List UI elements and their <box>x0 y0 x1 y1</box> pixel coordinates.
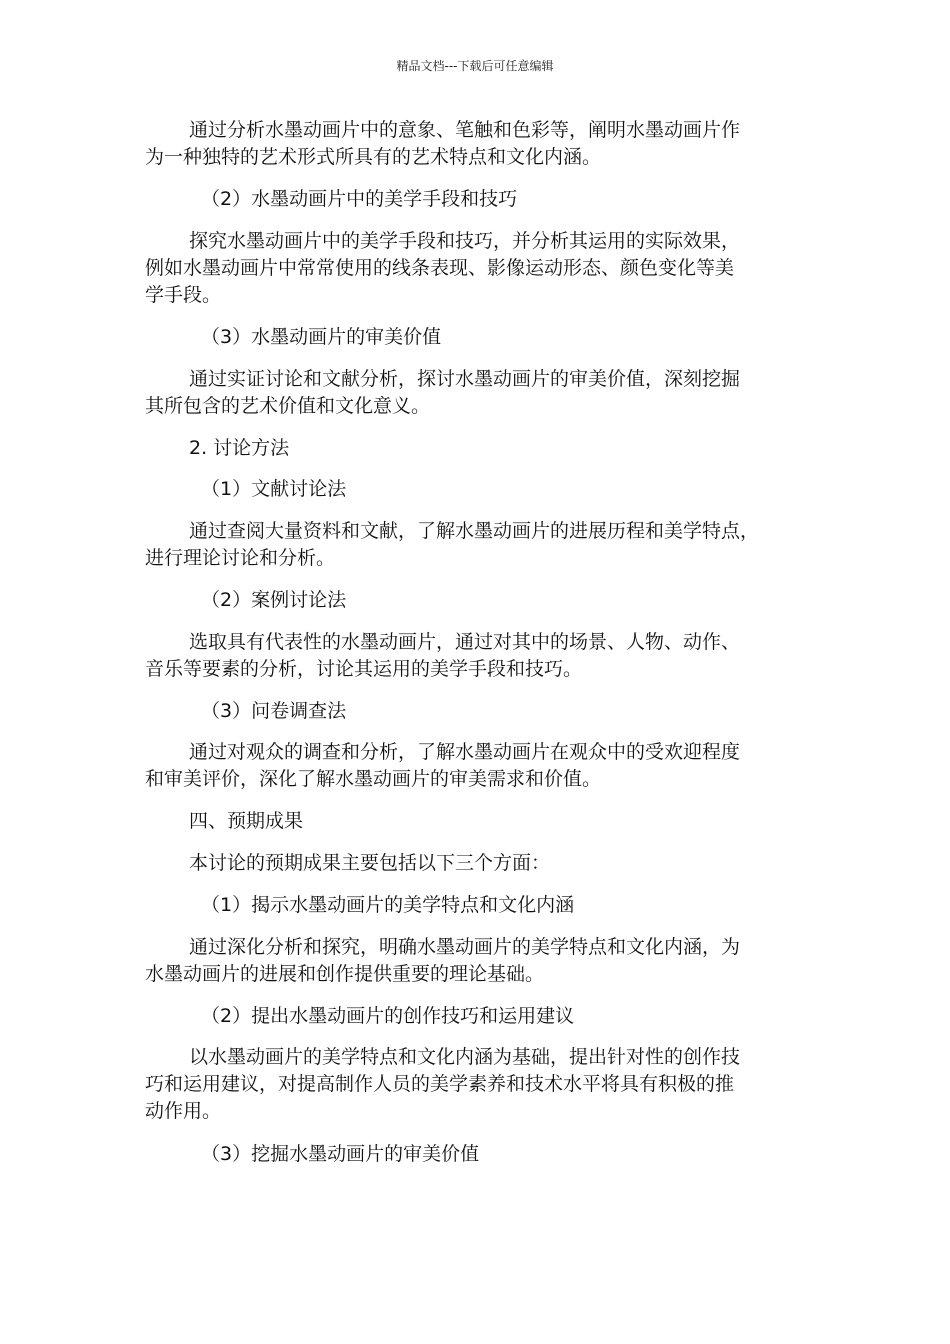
paragraph-line: 探究水墨动画片中的美学手段和技巧，并分析其运用的实际效果， <box>189 230 741 252</box>
page-header: 精品文档---下载后可任意编辑 <box>396 59 554 73</box>
paragraph <box>145 518 805 572</box>
paragraph-line: 通过对观众的调查和分析，了解水墨动画片在观众中的受欢迎程度 <box>189 741 741 763</box>
paragraph-line: 以水墨动画片的美学特点和文化内涵为基础，提出针对性的创作技 <box>189 1046 741 1068</box>
paragraph <box>145 629 805 683</box>
paragraph-line: 音乐等要素的分析，讨论其运用的美学手段和技巧。 <box>145 658 583 680</box>
subheading <box>145 476 805 503</box>
paragraph-line: 进行理论讨论和分析。 <box>145 547 336 569</box>
paragraph-line: 选取具有代表性的水墨动画片，通过对其中的场景、人物、动作、 <box>189 631 741 653</box>
subheading <box>145 324 805 351</box>
paragraph <box>145 228 805 309</box>
paragraph-line: 其所包含的艺术价值和文化意义。 <box>145 395 431 417</box>
subheading <box>145 186 805 213</box>
paragraph-line: 通过分析水墨动画片中的意象、笔触和色彩等，阐明水墨动画片作 <box>189 119 741 141</box>
intro-line <box>145 850 805 877</box>
subheading-text: （1）揭示水墨动画片的美学特点和文化内涵 <box>201 894 575 916</box>
paragraph-line: 例如水墨动画片中常常使用的线条表现、影像运动形态、颜色变化等美 <box>145 257 735 279</box>
paragraph <box>145 1044 805 1125</box>
paragraph-line: 通过查阅大量资料和文献，了解水墨动画片的进展历程和美学特点， <box>189 520 760 542</box>
paragraph <box>145 117 805 171</box>
paragraph-line: 通过深化分析和探究，明确水墨动画片的美学特点和文化内涵，为 <box>189 936 741 958</box>
subheading-text: （3）挖掘水墨动画片的审美价值 <box>201 1143 480 1165</box>
section-heading <box>145 808 805 835</box>
subheading <box>145 892 805 919</box>
subheading-text: （2）提出水墨动画片的创作技巧和运用建议 <box>201 1005 575 1027</box>
section-heading-text: 四、预期成果 <box>189 810 304 832</box>
section-heading-text: 2. 讨论方法 <box>189 437 290 459</box>
subheading-text: （1）文献讨论法 <box>201 478 347 500</box>
subheading-text: （2）案例讨论法 <box>201 589 347 611</box>
paragraph-line: 动作用。 <box>145 1100 222 1122</box>
section-heading <box>145 435 805 462</box>
subheading <box>145 587 805 614</box>
paragraph-line: 水墨动画片的进展和创作提供重要的理论基础。 <box>145 963 545 985</box>
subheading <box>145 1141 805 1168</box>
paragraph-line: 和审美评价，深化了解水墨动画片的审美需求和价值。 <box>145 768 602 790</box>
subheading <box>145 1003 805 1030</box>
subheading-text: （2）水墨动画片中的美学手段和技巧 <box>201 188 518 210</box>
paragraph <box>145 934 805 988</box>
paragraph-line: 为一种独特的艺术形式所具有的艺术特点和文化内涵。 <box>145 146 602 168</box>
subheading-text: （3）问卷调查法 <box>201 700 347 722</box>
paragraph-line: 巧和运用建议，对提高制作人员的美学素养和技术水平将具有积极的推 <box>145 1073 735 1095</box>
subheading <box>145 698 805 725</box>
paragraph <box>145 739 805 793</box>
paragraph <box>145 366 805 420</box>
paragraph-line: 学手段。 <box>145 284 222 306</box>
intro-text: 本讨论的预期成果主要包括以下三个方面： <box>189 852 551 874</box>
subheading-text: （3）水墨动画片的审美价值 <box>201 326 442 348</box>
paragraph-line: 通过实证讨论和文献分析，探讨水墨动画片的审美价值，深刻挖掘 <box>189 368 741 390</box>
